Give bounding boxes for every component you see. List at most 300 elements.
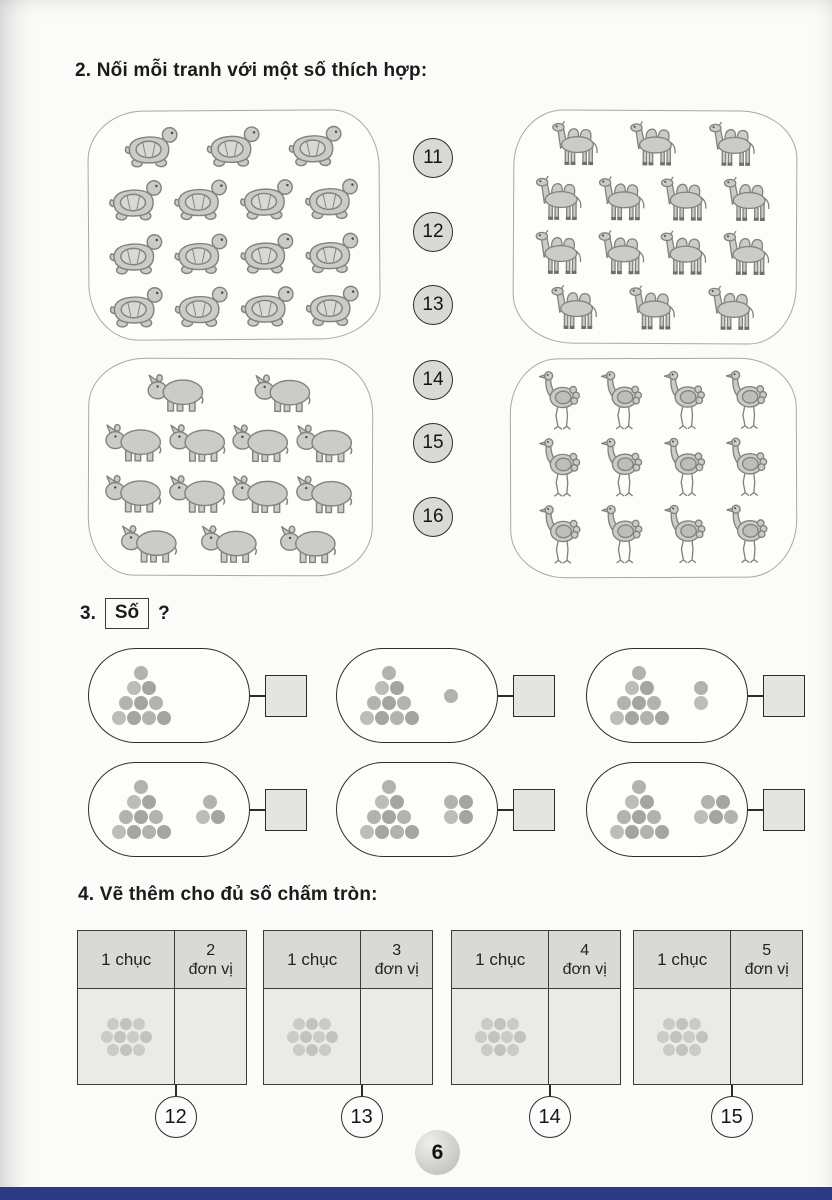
- dot: [657, 1031, 669, 1043]
- dot: [367, 696, 381, 710]
- dot: [149, 696, 163, 710]
- dot: [663, 1044, 675, 1056]
- camel-icon: [658, 173, 714, 227]
- dot: [507, 1018, 519, 1030]
- units-draw-cell[interactable]: [731, 989, 802, 1084]
- rhino-icon: [148, 368, 208, 415]
- dot-row: [382, 780, 397, 795]
- dot: [107, 1044, 119, 1056]
- animal-row: [101, 418, 360, 466]
- tens-dots-cell: [452, 989, 549, 1084]
- dot: [459, 810, 473, 824]
- question-mark: ?: [158, 602, 170, 624]
- dot-row: [632, 666, 647, 681]
- dot-row: [359, 711, 419, 726]
- dot: [494, 1044, 506, 1056]
- dot: [134, 810, 148, 824]
- dot: [196, 810, 210, 824]
- dot: [507, 1044, 519, 1056]
- dot: [127, 795, 141, 809]
- dot-row: [609, 711, 669, 726]
- rhino-icon: [280, 519, 340, 566]
- dot: [701, 795, 715, 809]
- ostrich-icon: [722, 437, 772, 499]
- dot-row: [111, 711, 171, 726]
- units-draw-cell[interactable]: [549, 989, 620, 1084]
- dot: [459, 795, 473, 809]
- dot: [293, 1018, 305, 1030]
- dot-row: [443, 795, 473, 810]
- units-header-label: [731, 931, 802, 989]
- exercise3-number: 3.: [80, 602, 96, 624]
- dot: [694, 681, 708, 695]
- camel-icon: [595, 227, 651, 281]
- dot-row: [693, 681, 708, 696]
- dot-row: [359, 825, 419, 840]
- dot: [625, 825, 639, 839]
- dot: [382, 780, 396, 794]
- dot: [632, 696, 646, 710]
- animal-row: [100, 119, 366, 171]
- dot: [689, 1044, 701, 1056]
- dot: [360, 825, 374, 839]
- units-draw-cell[interactable]: [361, 989, 432, 1084]
- dot-row: [382, 666, 397, 681]
- turtle-icon: [104, 174, 166, 224]
- dot-container: [88, 762, 250, 857]
- dot: [382, 666, 396, 680]
- turtle-icon: [236, 226, 298, 276]
- dot-group-15: [586, 762, 805, 857]
- dot: [300, 1031, 312, 1043]
- camel-icon: [549, 117, 605, 171]
- dot: [625, 795, 639, 809]
- table-stem-line: [731, 1085, 733, 1097]
- turtle-icon: [105, 227, 167, 277]
- dot-row: [663, 1017, 702, 1030]
- animal-row: [101, 226, 367, 278]
- dot-row: [663, 1043, 702, 1056]
- dot-container: [586, 648, 748, 743]
- dot: [133, 1018, 145, 1030]
- dot: [689, 1018, 701, 1030]
- tens-dots-cell: [634, 989, 731, 1084]
- dot: [694, 810, 708, 824]
- connector-line: [250, 809, 265, 811]
- answer-box[interactable]: [513, 789, 555, 831]
- ostrich-icon: [659, 370, 709, 432]
- table-stem-line: [175, 1085, 177, 1097]
- dot-row: [609, 825, 669, 840]
- tens-units-table-14: [451, 930, 621, 1128]
- dot: [203, 795, 217, 809]
- dot: [501, 1031, 513, 1043]
- dot: [625, 711, 639, 725]
- connector-line: [250, 695, 265, 697]
- dot: [375, 711, 389, 725]
- dot: [142, 795, 156, 809]
- dot-row: [119, 696, 164, 711]
- dot: [444, 810, 458, 824]
- connector-line: [748, 809, 763, 811]
- dot: [367, 810, 381, 824]
- table-stem-line: [361, 1085, 363, 1097]
- answer-box[interactable]: [265, 675, 307, 717]
- rhino-icon: [296, 419, 356, 466]
- dot-row: [443, 810, 473, 825]
- dot: [696, 1031, 708, 1043]
- picture-frame-ostriches[interactable]: [510, 357, 798, 578]
- dot: [127, 711, 141, 725]
- answer-box[interactable]: [763, 789, 805, 831]
- dot: [676, 1018, 688, 1030]
- animal-row: [523, 370, 784, 433]
- dot: [313, 1031, 325, 1043]
- units-number: 2: [206, 941, 216, 959]
- dot: [610, 825, 624, 839]
- answer-box[interactable]: [265, 789, 307, 831]
- animal-row: [101, 518, 360, 566]
- units-draw-cell[interactable]: [175, 989, 246, 1084]
- camel-icon: [533, 227, 589, 281]
- dot-row: [367, 696, 412, 711]
- dot-row: [443, 688, 458, 703]
- dot: [444, 689, 458, 703]
- dot: [306, 1044, 318, 1056]
- units-header-label: [549, 931, 620, 989]
- units-number: 5: [762, 941, 772, 959]
- units-word: đơn vị: [188, 960, 233, 978]
- dot: [390, 795, 404, 809]
- dot: [112, 825, 126, 839]
- animal-row: [523, 437, 784, 500]
- dot: [293, 1044, 305, 1056]
- dot: [133, 1044, 145, 1056]
- camel-icon: [626, 282, 682, 336]
- dot-group-12: [586, 648, 805, 743]
- page-number: 6: [415, 1130, 460, 1175]
- ostrich-icon: [597, 437, 647, 499]
- dot: [405, 825, 419, 839]
- dot: [610, 711, 624, 725]
- number-circle-11[interactable]: 11: [413, 138, 453, 178]
- animal-row: [101, 468, 360, 516]
- dot: [716, 795, 730, 809]
- dot: [134, 696, 148, 710]
- dot: [663, 1018, 675, 1030]
- turtle-icon: [284, 119, 346, 169]
- number-circle-16[interactable]: 16: [413, 497, 453, 537]
- dot: [375, 795, 389, 809]
- rhino-icon: [254, 368, 314, 415]
- dot: [647, 696, 661, 710]
- answer-circle-13: 13: [341, 1096, 383, 1138]
- turtle-icon: [236, 279, 298, 329]
- dot-row: [107, 1017, 146, 1030]
- dot: [149, 810, 163, 824]
- dot: [375, 681, 389, 695]
- turtle-icon: [301, 172, 363, 222]
- turtle-icon: [170, 173, 232, 223]
- dot: [694, 696, 708, 710]
- units-word: đơn vị: [562, 960, 607, 978]
- connector-line: [498, 809, 513, 811]
- dot: [142, 825, 156, 839]
- dot-row: [617, 696, 662, 711]
- ostrich-icon: [598, 504, 648, 566]
- rhino-icon: [105, 418, 165, 465]
- ostrich-icon: [535, 370, 585, 432]
- rhino-icon: [120, 518, 180, 565]
- units-word: đơn vị: [374, 960, 419, 978]
- units-header-label: [175, 931, 246, 989]
- dot-row: [286, 1030, 338, 1043]
- dot-row: [203, 795, 218, 810]
- turtle-icon: [171, 280, 233, 330]
- dot: [157, 711, 171, 725]
- answer-circle-15: 15: [711, 1096, 753, 1138]
- dot: [157, 825, 171, 839]
- dot-row: [656, 1030, 708, 1043]
- dot-group-14: [336, 762, 555, 857]
- dot: [326, 1031, 338, 1043]
- units-word: đơn vị: [744, 960, 789, 978]
- units-header-label: [361, 931, 432, 989]
- answer-box[interactable]: [513, 675, 555, 717]
- dot: [101, 1031, 113, 1043]
- dot: [134, 666, 148, 680]
- ostrich-icon: [721, 370, 771, 432]
- dot-group-11: [336, 648, 555, 743]
- dot: [444, 795, 458, 809]
- dot-row: [624, 681, 654, 696]
- dot: [390, 681, 404, 695]
- tens-dots-cell: [78, 989, 175, 1084]
- ostrich-icon: [535, 437, 585, 499]
- animal-row: [101, 279, 367, 331]
- dot: [494, 1018, 506, 1030]
- dot-container: [88, 648, 250, 743]
- dot: [640, 795, 654, 809]
- dot-row: [374, 795, 404, 810]
- ostrich-icon: [597, 370, 647, 432]
- ostrich-icon: [660, 504, 710, 566]
- camel-icon: [658, 227, 714, 281]
- dot: [287, 1031, 299, 1043]
- dot: [390, 825, 404, 839]
- dot: [683, 1031, 695, 1043]
- dot-row: [481, 1043, 520, 1056]
- dot: [142, 681, 156, 695]
- rhino-icon: [296, 469, 356, 516]
- picture-frame-turtles[interactable]: [87, 109, 381, 341]
- dot-row: [693, 810, 738, 825]
- connector-line: [748, 695, 763, 697]
- rhino-icon: [105, 468, 165, 515]
- picture-frame-camels[interactable]: [512, 109, 797, 344]
- dot-group-13: [88, 762, 307, 857]
- dot: [127, 1031, 139, 1043]
- dot: [632, 780, 646, 794]
- rhino-icon: [232, 418, 292, 465]
- animal-row: [101, 368, 360, 416]
- camel-icon: [548, 282, 604, 336]
- turtle-icon: [120, 121, 182, 171]
- exercise2-heading: 2. Nối mỗi tranh với một số thích hợp:: [75, 60, 428, 81]
- camel-icon: [721, 228, 777, 282]
- dot-row: [374, 681, 404, 696]
- dot: [617, 696, 631, 710]
- camel-icon: [705, 282, 761, 336]
- dot: [319, 1044, 331, 1056]
- table-stem-line: [549, 1085, 551, 1097]
- camel-icon: [706, 118, 762, 172]
- number-circle-13[interactable]: 13: [413, 285, 453, 325]
- animal-row: [523, 504, 784, 567]
- turtle-icon: [235, 173, 297, 223]
- dot-row: [293, 1017, 332, 1030]
- dot: [632, 666, 646, 680]
- connector-line: [498, 695, 513, 697]
- dot-row: [134, 780, 149, 795]
- exercise4-heading: 4. Vẽ thêm cho đủ số chấm tròn:: [78, 884, 378, 905]
- dot: [120, 1018, 132, 1030]
- dot: [319, 1018, 331, 1030]
- animal-row: [526, 172, 784, 227]
- animal-row: [526, 117, 784, 172]
- tens-units-table-12: [77, 930, 247, 1128]
- dot: [382, 810, 396, 824]
- turtle-icon: [170, 227, 232, 277]
- dot-row: [624, 795, 654, 810]
- number-circle-12[interactable]: 12: [413, 212, 453, 252]
- dot-container: [586, 762, 748, 857]
- tens-header-label: 1 chục: [452, 931, 549, 989]
- scan-edge-bar: [0, 1187, 832, 1200]
- dot: [709, 810, 723, 824]
- dot: [306, 1018, 318, 1030]
- tens-units-table-13: [263, 930, 433, 1128]
- dot-row: [617, 810, 662, 825]
- rhino-icon: [200, 519, 260, 566]
- animal-row: [101, 172, 367, 224]
- dot: [119, 810, 133, 824]
- rhino-icon: [232, 469, 292, 516]
- dot: [382, 696, 396, 710]
- dot-row: [632, 780, 647, 795]
- dot-container: [336, 762, 498, 857]
- tens-header-label: 1 chục: [634, 931, 731, 989]
- dot-group-10: [88, 648, 307, 743]
- dot: [107, 1018, 119, 1030]
- units-number: 3: [392, 941, 402, 959]
- rhino-icon: [168, 468, 228, 515]
- dot-row: [119, 810, 164, 825]
- turtle-icon: [202, 120, 264, 170]
- dot: [625, 681, 639, 695]
- dot: [112, 711, 126, 725]
- tens-units-table-15: [633, 930, 803, 1128]
- dot: [119, 696, 133, 710]
- dot-container: [336, 648, 498, 743]
- units-number: 4: [580, 941, 590, 959]
- tens-dots-cell: [264, 989, 361, 1084]
- ostrich-icon: [659, 437, 709, 499]
- dot-row: [474, 1030, 526, 1043]
- animal-row: [526, 227, 784, 282]
- dot: [640, 681, 654, 695]
- number-circle-15[interactable]: 15: [413, 423, 453, 463]
- dot: [632, 810, 646, 824]
- dot: [670, 1031, 682, 1043]
- rhino-icon: [169, 418, 229, 465]
- turtle-icon: [301, 226, 363, 276]
- dot: [405, 711, 419, 725]
- ostrich-icon: [722, 504, 772, 566]
- dot: [140, 1031, 152, 1043]
- dot-row: [107, 1043, 146, 1056]
- picture-frame-rhinos[interactable]: [88, 358, 374, 577]
- dot-row: [367, 810, 412, 825]
- answer-circle-12: 12: [155, 1096, 197, 1138]
- dot-row: [134, 666, 149, 681]
- dot: [127, 825, 141, 839]
- dot: [655, 711, 669, 725]
- animal-row: [525, 282, 783, 337]
- ostrich-icon: [535, 504, 585, 566]
- dot: [724, 810, 738, 824]
- so-word-box: Số: [105, 598, 149, 629]
- dot: [211, 810, 225, 824]
- dot: [120, 1044, 132, 1056]
- dot-row: [481, 1017, 520, 1030]
- number-circle-14[interactable]: 14: [413, 360, 453, 400]
- tens-header-label: 1 chục: [264, 931, 361, 989]
- dot-row: [126, 681, 156, 696]
- dot-row: [126, 795, 156, 810]
- turtle-icon: [105, 280, 167, 330]
- dot: [514, 1031, 526, 1043]
- dot-row: [111, 825, 171, 840]
- dot: [390, 711, 404, 725]
- answer-circle-14: 14: [529, 1096, 571, 1138]
- dot: [481, 1018, 493, 1030]
- dot: [481, 1044, 493, 1056]
- camel-icon: [533, 172, 589, 226]
- camel-icon: [721, 173, 777, 227]
- dot: [134, 780, 148, 794]
- tens-header-label: 1 chục: [78, 931, 175, 989]
- dot: [127, 681, 141, 695]
- dot: [488, 1031, 500, 1043]
- dot: [375, 825, 389, 839]
- dot-row: [195, 810, 225, 825]
- dot-row: [693, 696, 708, 711]
- dot: [114, 1031, 126, 1043]
- dot: [640, 711, 654, 725]
- answer-box[interactable]: [763, 675, 805, 717]
- dot: [475, 1031, 487, 1043]
- turtle-icon: [302, 279, 364, 329]
- dot: [617, 810, 631, 824]
- camel-icon: [627, 118, 683, 172]
- dot: [397, 696, 411, 710]
- exercise3-heading: [80, 598, 170, 629]
- dot: [360, 711, 374, 725]
- dot-row: [701, 795, 731, 810]
- dot: [640, 825, 654, 839]
- dot: [676, 1044, 688, 1056]
